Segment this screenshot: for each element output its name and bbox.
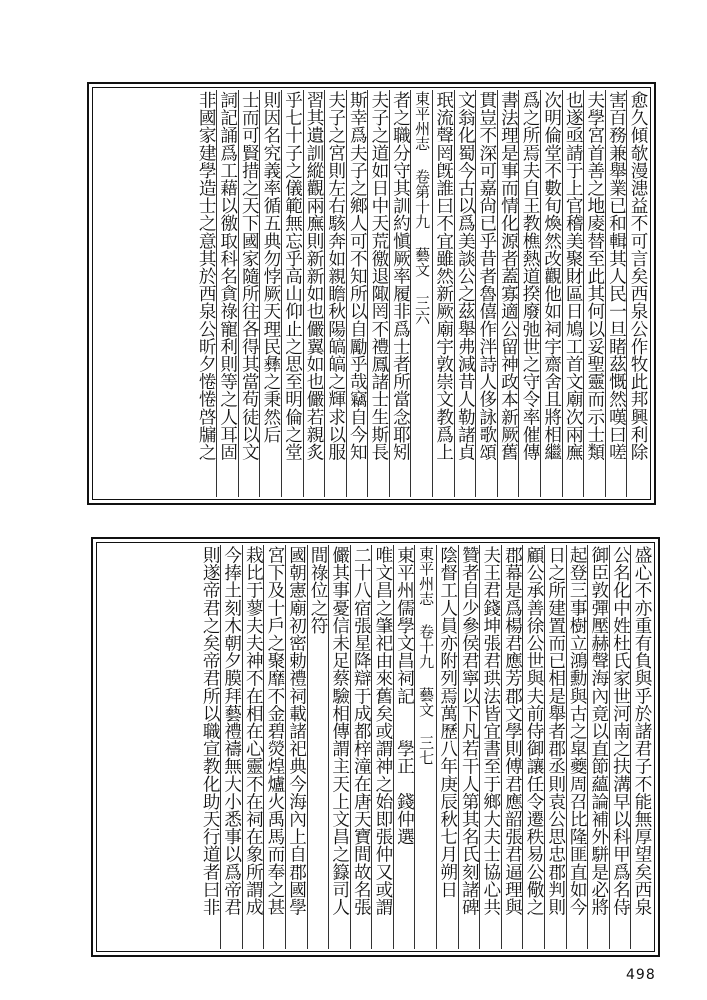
text-column: 夫王君錢坤張君珙法皆宜書至于鄉大夫士協心共 [479, 545, 501, 949]
text-column: 顧公承善徐公世與夫前侍御讓任令遷秩易公儆之 [522, 545, 544, 949]
text-column: 害百務兼舉業已和輯其人民一旦睹茲慨然嘆曰嗟 [605, 90, 627, 497]
text-column: 宮下及十戶之聚靡不金碧熒煌爐火禹馬而奉之甚 [263, 545, 285, 949]
text-column: 也遂亟請于上官稽美聚財區日鳩工首文廟次兩廡 [562, 90, 584, 497]
text-column: 贊者自少參侯君寧以下凡若干人第其名氏刻諸碑 [458, 545, 480, 949]
text-column: 栽比于蓼夫夫神不在相在心靈不在祠在象所謂成 [242, 545, 264, 949]
text-column: 公名化中姓杜氏家世河南之扶溝早以科甲爲名侍 [609, 545, 631, 949]
text-column: 乎七十子之儀範無忘乎高山仰止之思至明倫之堂 [281, 90, 303, 497]
text-column: 士而可賢措之天下國家隨所往各得其當苟徒以文 [238, 90, 260, 497]
text-column: 日之所建置而已相是舉者郡丞則袁公思忠郡判則 [544, 545, 566, 949]
section-title-column: 東平州儒學文昌祠記 學正 錢仲選 [393, 545, 415, 949]
text-column: 起登三事樹立鴻勳與古之皐夔周召比隆匪直如今 [566, 545, 588, 949]
page-header-column: 東平州志 卷十九 藝文 三七 [414, 545, 436, 949]
text-column: 珉流聲罔旣誰曰不宜雖然新厥廟宇敦崇文教爲上 [432, 90, 454, 497]
text-column: 御臣敦彈壓赫聲海內竟以直節蘊論補外駢是必將 [587, 545, 609, 949]
text-column: 夫子之宮則左右駭奔如親瞻秋陽皜皜之輝求以服 [324, 90, 346, 497]
text-column: 今捧土刻木朝夕膜拜藝禮禱無大小悉事以爲帝君 [220, 545, 242, 949]
text-column: 次明倫堂不數旬煥然改觀他如祠宇齋舍且將相繼 [540, 90, 562, 497]
text-column: 書法理是事而情化源者蓋寡適公留神政本新厥舊 [497, 90, 519, 497]
upper-columns [95, 90, 648, 497]
text-column: 習其遺訓縱觀兩廡則新新如也儼翼如也儼若親炙 [303, 90, 325, 497]
text-column: 儼其事憂信未足蔡驗相傳謂主天上文昌之籙司人 [328, 545, 350, 949]
text-column: 則遂帝君之矣帝君所以職宣教化助天行道者曰非 [200, 546, 221, 916]
page-number: 498 [626, 967, 656, 983]
text-column: 郡幕是爲楊君應芳郡文學則傅君應韶張君逼理與 [501, 545, 523, 949]
text-column: 夫學宮首善之地庱替至此其何以妥聖靈而示士類 [583, 90, 605, 497]
text-column: 盛心不亦重有負與乎於諸君子不能無厚望矣西泉 [630, 545, 652, 949]
text-column: 詞記誦爲工藉以徼取科名貪祿寵利則等之人耳固 [216, 90, 238, 497]
lower-columns [99, 545, 652, 949]
text-column: 陰督工人員亦附列焉萬歷八年庚辰秋七月朔日 [436, 545, 458, 949]
text-column: 爲之所焉夫自王教樵熱道揆廢弛世之守令率催傳 [518, 90, 540, 497]
text-column: 者之職分守其訓約愼厥率履非爲士者所當念耶矧 [389, 90, 411, 497]
text-column: 二十八宿張星降辯于成都梓潼在唐天寶間故名張 [350, 545, 372, 949]
text-column: 斯幸爲夫子之鄉人可不知所以自勵乎哉竊自今知 [346, 90, 368, 497]
text-column: 則因名究義率循五典勿悖厥天理民彝之秉然后 [259, 90, 281, 497]
page-header-column: 東平州志 卷第十九 藝文 三六 [410, 90, 432, 497]
text-column: 間祿位之符 [307, 545, 329, 949]
text-column: 夫子之道如日中天荒徼退陬罔不禮鳳諸士生斯長 [367, 90, 389, 497]
text-column: 非國家建學造士之意其於西泉公昕夕惓惓啓牖之 [196, 91, 217, 461]
text-column: 貫豈不深可嘉尙已乎昔者魯僖作泮詩人侈詠歌頌 [475, 90, 497, 497]
lower-text-block [91, 537, 660, 957]
text-column: 文翁化蜀今古以爲美談公之茲舉弗減昔人勒諸貞 [454, 90, 476, 497]
text-column: 國朝憲廟初密勅禮祠載諸祀典今海內上自郡國學 [285, 545, 307, 949]
upper-text-block [87, 82, 656, 505]
text-column: 愈久傾欹漫漶益不可言矣西泉公作牧此邦興利除 [626, 90, 648, 497]
text-column: 唯文昌之肇祀由來舊矣或謂神之始即張仲又或謂 [371, 545, 393, 949]
